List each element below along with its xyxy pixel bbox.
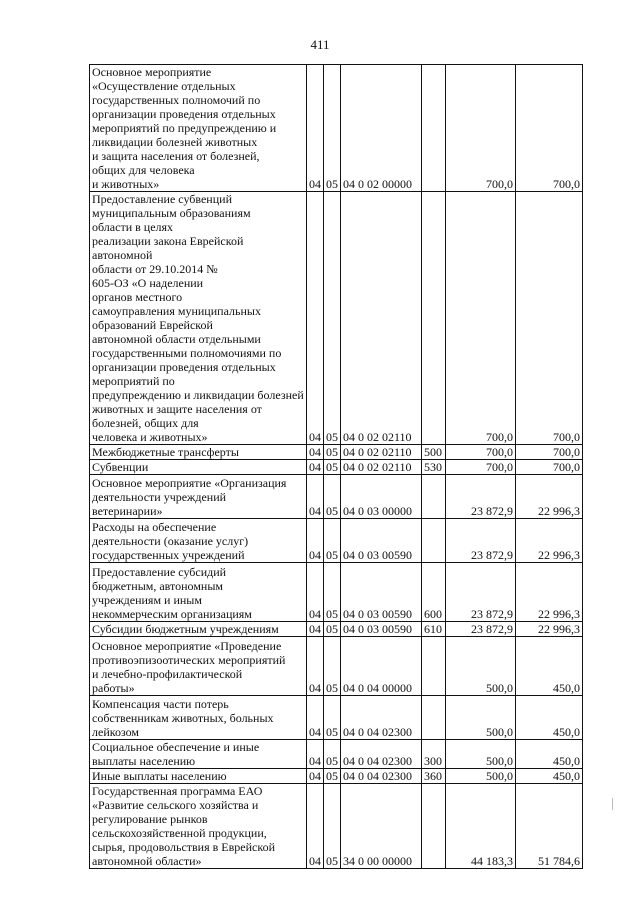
expense-name: Государственная программа ЕАО «Развитие сельского хозяйства и регулирование рынков сельскохозяйственной продукции, сырья, продовольствия в Еврейской автономной области» [90,784,307,869]
amount-year-2: 700,0 [516,65,583,192]
expense-name: Социальное обеспечение и иные выплаты населению [90,740,307,769]
table-row [90,696,583,740]
target-article-code: 04 0 03 00590 [341,563,422,622]
table-row [90,637,583,696]
expense-type-code: 360 [422,769,446,784]
amount-year-1: 23 872,9 [446,563,516,622]
subsection-code: 05 [324,519,341,563]
expense-name: Субвенции [90,460,307,475]
subsection-code: 05 [324,637,341,696]
subsection-code: 05 [324,696,341,740]
expense-name: Компенсация части потерь собственникам животных, больных лейкозом [90,696,307,740]
amount-year-1: 500,0 [446,769,516,784]
target-article-code: 04 0 02 02110 [341,445,422,460]
amount-year-2: 22 996,3 [516,519,583,563]
amount-year-1: 500,0 [446,637,516,696]
target-article-code: 04 0 03 00590 [341,519,422,563]
table-row [90,519,583,563]
amount-year-1: 23 872,9 [446,475,516,519]
expense-type-code [422,65,446,192]
expense-type-code: 300 [422,740,446,769]
table-row [90,622,583,637]
target-article-code: 04 0 03 00000 [341,475,422,519]
section-code: 04 [307,769,324,784]
target-article-code: 04 0 04 00000 [341,637,422,696]
amount-year-1: 700,0 [446,65,516,192]
section-code: 04 [307,519,324,563]
subsection-code: 05 [324,769,341,784]
table-row [90,475,583,519]
target-article-code: 04 0 04 02300 [341,769,422,784]
amount-year-2: 450,0 [516,696,583,740]
budget-table [89,64,583,869]
subsection-code: 05 [324,192,341,445]
section-code: 04 [307,563,324,622]
table-row [90,460,583,475]
expense-type-code [422,475,446,519]
target-article-code: 04 0 04 02300 [341,740,422,769]
expense-type-code [422,696,446,740]
subsection-code: 05 [324,784,341,869]
expense-name: Предоставление субсидий бюджетным, автономным учреждениям и иным некоммерческим организациям [90,563,307,622]
expense-type-code: 600 [422,563,446,622]
amount-year-2: 700,0 [516,445,583,460]
amount-year-1: 700,0 [446,445,516,460]
subsection-code: 05 [324,563,341,622]
section-code: 04 [307,475,324,519]
expense-name: Предоставление субвенций муниципальным образованиям области в целях реализации закона Еврейской автономной области от 29.10.2014 № 605-ОЗ «О наделении органов местного самоуправления муниципальных образований Еврейской автономной области отдельными государственными полномочиями по организации проведения отдельных мероприятий по предупреждению и ликвидации болезней животных и защите населения от болезней, общих для человека и животных» [90,192,307,445]
target-article-code: 34 0 00 00000 [341,784,422,869]
table-row [90,65,583,192]
section-code: 04 [307,740,324,769]
expense-type-code [422,192,446,445]
amount-year-1: 44 183,3 [446,784,516,869]
expense-type-code: 610 [422,622,446,637]
table-row [90,769,583,784]
target-article-code: 04 0 04 02300 [341,696,422,740]
amount-year-1: 500,0 [446,740,516,769]
table-row [90,192,583,445]
amount-year-2: 700,0 [516,460,583,475]
scan-mark [612,798,613,810]
amount-year-1: 23 872,9 [446,622,516,637]
amount-year-2: 450,0 [516,740,583,769]
section-code: 04 [307,192,324,445]
amount-year-2: 450,0 [516,637,583,696]
amount-year-1: 700,0 [446,192,516,445]
expense-name: Основное мероприятие «Организация деятельности учреждений ветеринарии» [90,475,307,519]
amount-year-1: 23 872,9 [446,519,516,563]
subsection-code: 05 [324,475,341,519]
target-article-code: 04 0 02 02110 [341,192,422,445]
subsection-code: 05 [324,740,341,769]
amount-year-2: 22 996,3 [516,622,583,637]
expense-name: Расходы на обеспечение деятельности (оказание услуг) государственных учреждений [90,519,307,563]
table-row [90,740,583,769]
expense-name: Субсидии бюджетным учреждениям [90,622,307,637]
amount-year-2: 22 996,3 [516,475,583,519]
amount-year-2: 22 996,3 [516,563,583,622]
amount-year-2: 700,0 [516,192,583,445]
subsection-code: 05 [324,65,341,192]
table-row [90,445,583,460]
section-code: 04 [307,622,324,637]
expense-type-code [422,637,446,696]
amount-year-1: 700,0 [446,460,516,475]
target-article-code: 04 0 02 00000 [341,65,422,192]
expense-name: Основное мероприятие «Осуществление отдельных государственных полномочий по организации проведения отдельных мероприятий по предупреждению и ликвидации болезней животных и защита населения от болезней, общих для человека и животных» [90,65,307,192]
expense-type-code: 500 [422,445,446,460]
target-article-code: 04 0 03 00590 [341,622,422,637]
section-code: 04 [307,460,324,475]
expense-name: Основное мероприятие «Проведение противоэпизоотических мероприятий и лечебно-профилактической работы» [90,637,307,696]
section-code: 04 [307,65,324,192]
page-number: 411 [310,37,330,52]
table-row [90,563,583,622]
amount-year-2: 450,0 [516,769,583,784]
section-code: 04 [307,445,324,460]
section-code: 04 [307,637,324,696]
subsection-code: 05 [324,622,341,637]
subsection-code: 05 [324,445,341,460]
subsection-code: 05 [324,460,341,475]
amount-year-1: 500,0 [446,696,516,740]
expense-type-code [422,784,446,869]
expense-name: Иные выплаты населению [90,769,307,784]
section-code: 04 [307,784,324,869]
expense-name: Межбюджетные трансферты [90,445,307,460]
table-row [90,784,583,869]
target-article-code: 04 0 02 02110 [341,460,422,475]
amount-year-2: 51 784,6 [516,784,583,869]
expense-type-code: 530 [422,460,446,475]
section-code: 04 [307,696,324,740]
expense-type-code [422,519,446,563]
